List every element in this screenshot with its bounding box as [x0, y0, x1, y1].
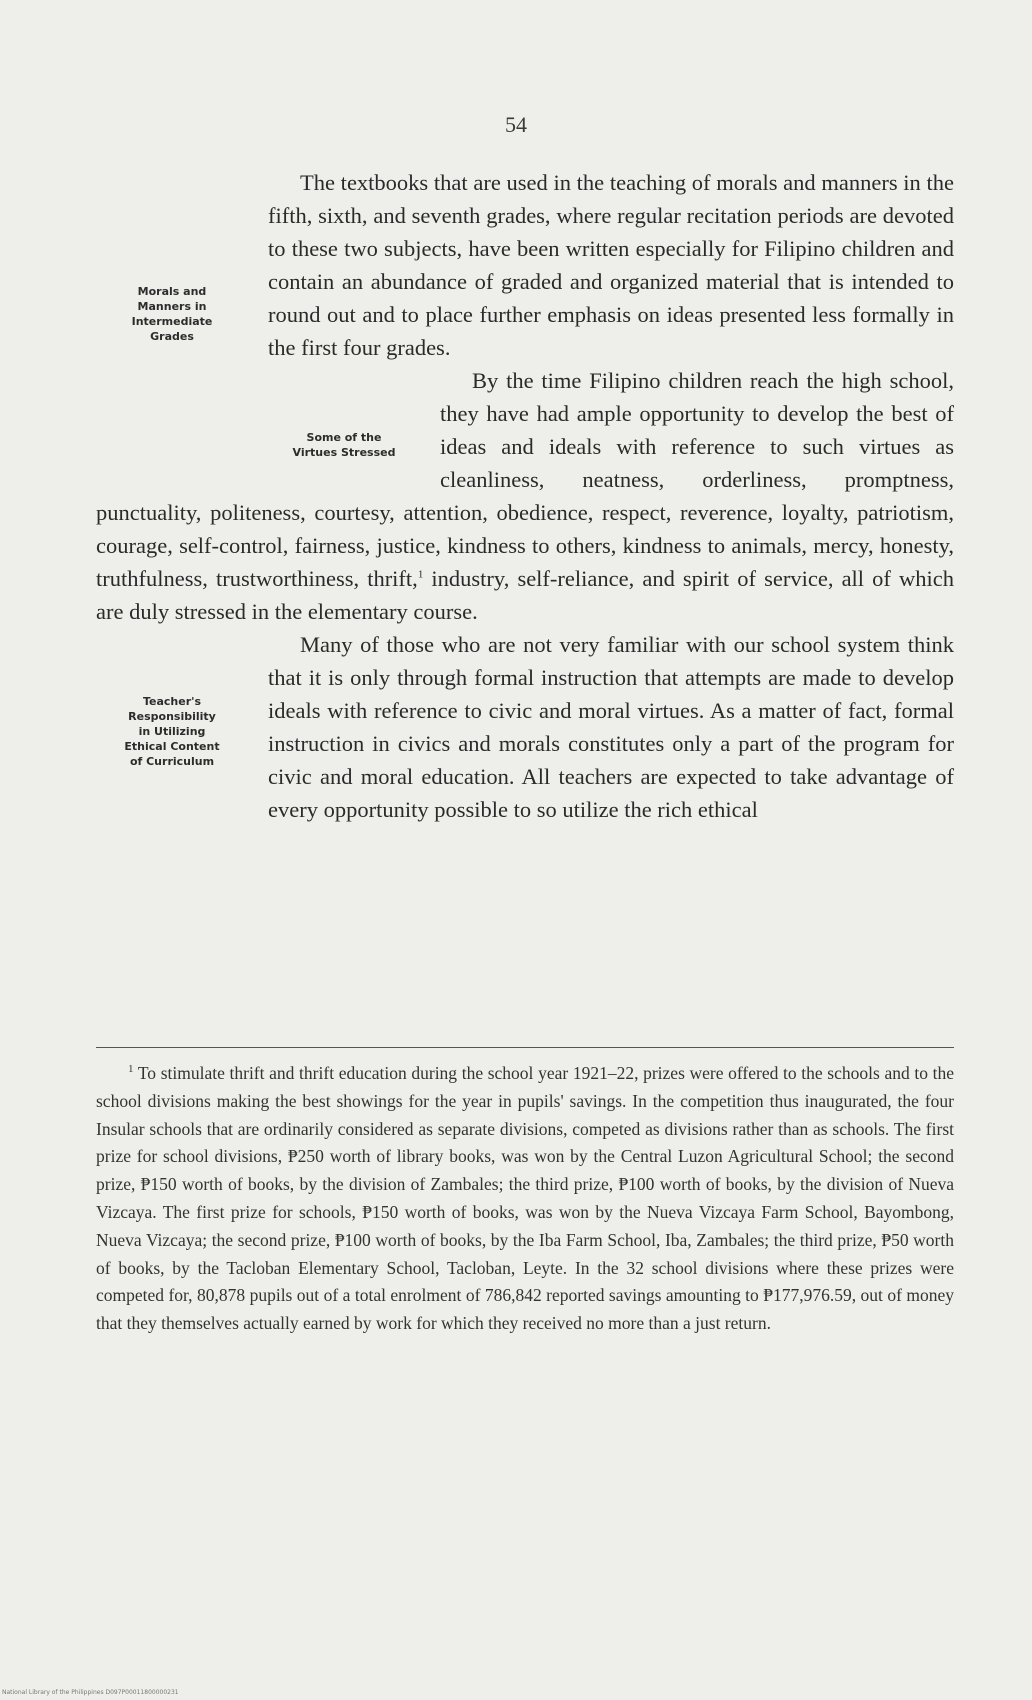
paragraph-textbooks: The textbooks that are used in the teaching of morals and manners in the fifth, sixth, and seventh grades, where regular recitation periods are devoted to these two subjects, have been written especially for Filipino children and contain an abundance of graded and organized material that is intended to round out and to place further emphasis on ideas presented less formally in the first four grades.	[268, 170, 954, 360]
scan-credit: National Library of the Philippines D097P00011800000231	[2, 1689, 179, 1696]
margin-note-teachers-responsibility: Teacher's Responsibility in Utilizing Ethical Content of Curriculum	[124, 695, 220, 768]
paragraph-virtues-part-1: By the time Filipino children reach the high school, they have had ample opportunity to develop the best of ideas and ideals with reference to such virtues as cleanliness, neatness, orderliness, promptness, punctuality, politeness, courtesy, attention, obedience, respect, reverence, loyalty, patriotism, courage, self-control, fairness, justice, kindness to others, kindness to animals, mercy, honesty, truthfulness, trustworthiness, thrift,	[96, 368, 954, 591]
body-text	[96, 166, 954, 826]
footnote	[96, 1060, 954, 1338]
page-number: 54	[505, 112, 527, 137]
footnote-reference: 1	[417, 568, 424, 581]
margin-note-virtues-stressed: Some of the Virtues Stressed	[292, 431, 396, 459]
footnote-divider	[96, 1047, 954, 1048]
margin-note-morals-and-manners: Morals and Manners in Intermediate Grades	[131, 285, 213, 343]
footnote-text: To stimulate thrift and thrift education during the school year 1921–22, prizes were offered to the schools and to the school divisions making the best showings for the year in pupils' savings. In the competition thus inaugurated, the four Insular schools that are ordinarily considered as separate divisions, competed as divisions rather than as schools. The first prize for school divisions, ₱250 worth of library books, was won by the Central Luzon Agricultural School; the second prize, ₱150 worth of books, by the division of Zambales; the third prize, ₱100 worth of books, by the division of Nueva Vizcaya. The first prize for schools, ₱150 worth of books, was won by the Nueva Vizcaya Farm School, Bayombong, Nueva Vizcaya; the second prize, ₱100 worth of books, by the Iba Farm School, Iba, Zambales; the third prize, ₱50 worth of books, by the Tacloban Elementary School, Tacloban, Leyte. In the 32 school divisions where these prizes were competed for, 80,878 pupils out of a total enrolment of 786,842 reported savings amounting to ₱177,976.59, out of money that they themselves actually earned by work for which they received no more than a just return.	[96, 1063, 955, 1334]
paragraph-formal-instruction: Many of those who are not very familiar with our school system think that it is only through formal instruction that attempts are made to develop ideals with reference to civic and moral virtues. As a matter of fact, formal instruction in civics and morals constitutes only a part of the program for civic and moral education. All teachers are expected to take advantage of every opportunity possible to so utilize the rich ethical	[268, 632, 954, 822]
paragraph-virtues	[96, 364, 954, 628]
footnote-marker: 1	[128, 1063, 134, 1076]
paragraph-virtues-part-2: industry, self-reliance, and spirit of service, all of which are duly stressed in the elementary course.	[96, 566, 954, 624]
